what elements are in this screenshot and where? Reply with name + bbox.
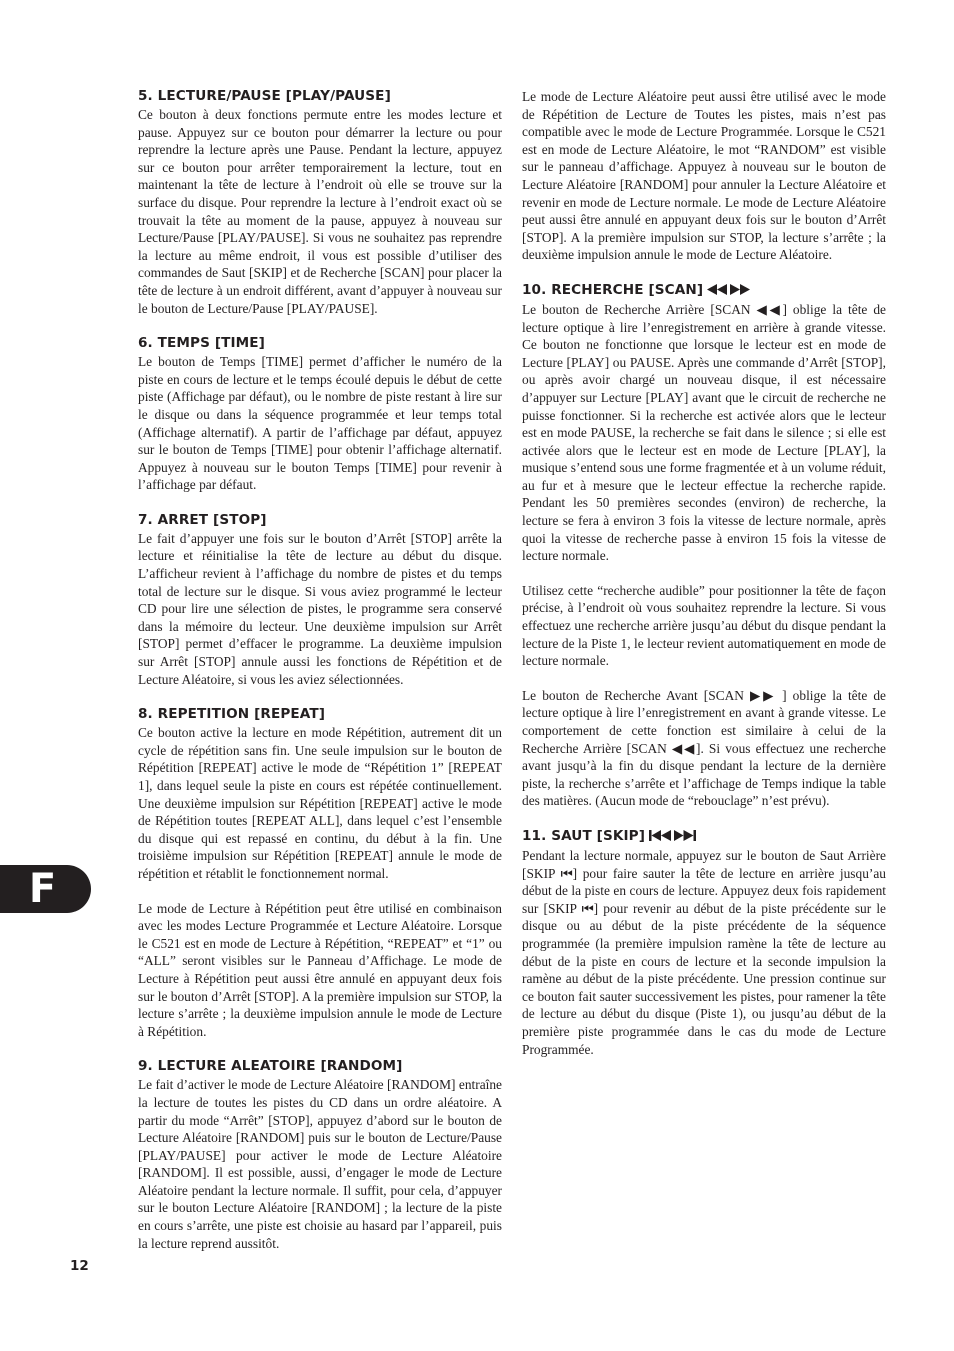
section-skip bbox=[522, 828, 886, 1058]
section-random-continued bbox=[522, 88, 886, 264]
left-column bbox=[138, 88, 502, 1270]
section-play-pause bbox=[138, 88, 502, 317]
skip-back-icon bbox=[649, 830, 671, 841]
paragraph: Pendant la lecture normale, appuyez sur le bouton de Saut Arrière [SKIP ⏮] pour faire sauter la tête de lecture en arrière jusqu’au début de la piste en cours de lecture. Appuyez deux fois rapidement sur [SKIP ⏮] pour revenir au début de la piste précédente sur le disque ou au début de la piste précédente de la séquence programmée (la première impulsion ramène la tête de lecture au début de la piste en cours de lecture et la seconde impulsion la ramène au début de la piste précédente. Une pression continue sur ce bouton fait sauter successivement les pistes, pour ramener la tête de lecture au début du disque (Piste 1), ou jusqu’au début de la première piste programmée dans le cas du mode de Lecture Programmée. bbox=[522, 847, 886, 1057]
language-tab-letter: F bbox=[28, 866, 57, 912]
heading-repeat: 8. REPETITION [REPEAT] bbox=[138, 706, 326, 723]
paragraph: Le bouton de Recherche Arrière [SCAN ◀◀] oblige la tête de lecture optique à lire l’enregistrement en arrière à grande vitesse. Ce bouton ne fonctionne que lorsque le lecteur est en mode de Lecture [PLAY] ou PAUSE. Après une commande d’Arrêt [STOP], ou après avoir chargé un nouveau disque, il est nécessaire d’appuyer sur Lecture [PLAY] avant que le circuit de recherche ne puisse fonctionner. Si la recherche est activée alors que le lecteur est en mode PAUSE, la recherche se fait dans le silence ; si elle est activée alors que le lecteur est en mode de Lecture [PLAY], la musique s’entend sous une forme fragmentée et à un volume réduit, au fur et à mesure que le lecteur effectue la recherche rapide. Pendant les 50 premières secondes (environ) de recherche, la lecture se fera à environ 3 fois la vitesse de lecture normale, après quoi la vitesse de recherche passe à environ 15 fois la vitesse de lecture normale. bbox=[522, 301, 886, 564]
section-scan bbox=[522, 282, 886, 810]
rewind-icon bbox=[707, 284, 727, 295]
section-stop bbox=[138, 512, 502, 688]
paragraph: Le mode de Lecture à Répétition peut être utilisé en combinaison avec les modes Lecture Programmée et Lecture Aléatoire. Lorsque le C521 est en mode de Lecture à Répétition, “REPEAT” et “1” ou “ALL” seront visibles sur le Panneau d’Affichage. Le mode de Lecture à Répétition peut aussi être annulé en appuyant deux fois sur le bouton d’Arrêt [STOP]. A la première impulsion sur STOP, la lecture s’arrête ; la deuxième impulsion annule le mode de Lecture à Répétition. bbox=[138, 900, 502, 1039]
heading-scan-text: 10. RECHERCHE [SCAN] bbox=[522, 281, 704, 298]
language-tab bbox=[0, 865, 91, 913]
heading-play-pause: 5. LECTURE/PAUSE [PLAY/PAUSE] bbox=[138, 88, 391, 104]
paragraph: Le bouton de Recherche Avant [SCAN ▶▶ ] oblige la tête de lecture optique à lire l’enregistrement en avant à grande vitesse. Le comportement de cette fonction est similaire à celui de la Recherche Arrière [SCAN ◀◀]. Si vous effectuez une recherche avant jusqu’à la fin du disque pendant la lecture de la dernière piste, la recherche s’arrête et l’affichage de Temps indique la table des matières. (Aucun mode de “rebouclage” n’est prévu). bbox=[522, 687, 886, 809]
heading-random: 9. LECTURE ALEATOIRE [RANDOM] bbox=[138, 1058, 403, 1075]
heading-stop: 7. ARRET [STOP] bbox=[138, 511, 267, 528]
paragraph: Le fait d’activer le mode de Lecture Aléatoire [RANDOM] entraîne la lecture de toutes les pistes du CD dans un ordre aléatoire. A partir du mode “Arrêt” [STOP], appuyez d’abord sur le bouton de Lecture Aléatoire [RANDOM] puis sur le bouton de Lecture/Pause [PLAY/PAUSE] pour activer le mode de Lecture Aléatoire [RANDOM]. Il est possible, aussi, d’engager le mode de Lecture Aléatoire pendant la lecture normale. Il suffit, pour cela, d’appuyer sur le bouton Lecture Aléatoire [RANDOM] ; la lecture de la piste en cours s’arrête, une piste est choisie au hasard par l’appareil, puis la lecture reprend aussitôt. bbox=[138, 1077, 502, 1251]
heading-time: 6. TEMPS [TIME] bbox=[138, 335, 265, 352]
skip-forward-icon bbox=[674, 830, 696, 841]
paragraph: Le mode de Lecture Aléatoire peut aussi être utilisé avec le mode de Répétition de Lecture de Toutes les pistes, mais n’est pas compatible avec le mode de Lecture Programmée. Lorsque le C521 est en mode de Lecture Aléatoire, le mot “RANDOM” est visible sur le panneau d’affichage. Appuyez à nouveau sur le bouton de Lecture Aléatoire [RANDOM] pour annuler la Lecture Aléatoire et revenir en mode de Lecture normale. Le mode de Lecture Aléatoire peut aussi être annulé en appuyant deux fois sur le bouton d’Arrêt [STOP]. A la première impulsion sur STOP, la lecture s’arrête ; la deuxième impulsion annule le mode de Lecture Aléatoire. bbox=[522, 89, 886, 263]
heading-skip bbox=[522, 828, 886, 846]
paragraph: Ce bouton active la lecture en mode Répétition, autrement dit un cycle de répétition sans fin. Une seule impulsion sur le bouton de Répétition [REPEAT] active le mode de “Répétition 1” [REPEAT 1], dans lequel seule la piste en cours est répétée continuellement. Une deuxième impulsion sur Répétition [REPEAT] active le mode de Répétition toutes [REPEAT ALL], dans lequel c’est l’ensemble du disque qui est repassé en continu, du début à la fin. Une troisième impulsion sur Répétition [REPEAT] annule le mode de répétition et rétablit le fonctionnement normal. bbox=[138, 725, 502, 881]
paragraph: Utilisez cette “recherche audible” pour positionner la tête de façon précise, à l’endroit où vous souhaitez reprendre la lecture. Si vous effectuez une recherche arrière jusqu’au début du disque pendant la lecture de la Piste 1, le lecteur revient automatiquement en mode de lecture normale. bbox=[522, 582, 886, 669]
fast-forward-icon bbox=[730, 284, 750, 295]
paragraph: Le fait d’appuyer une fois sur le bouton d’Arrêt [STOP] arrête la lecture et réinitialise la tête de lecture au début du disque. L’afficheur revient à l’affichage du nombre de pistes et du temps total de lecture sur le disque. Si vous aviez programmé le lecteur CD pour lire une sélection de pistes, le programme sera conservé dans la mémoire du lecteur. Une deuxième impulsion sur Arrêt [STOP] permet d’effacer le programme. La deuxième impulsion sur Arrêt [STOP] annule aussi les fonctions de Répétition et de Lecture Aléatoire, si vous les aviez sélectionnées. bbox=[138, 530, 502, 687]
section-repeat bbox=[138, 706, 502, 1040]
section-time bbox=[138, 335, 502, 494]
paragraph: Le bouton de Temps [TIME] permet d’afficher le numéro de la piste en cours de lecture et le temps écoulé depuis le début de cette piste (Affichage par défaut), ou le nombre de piste restant à lire sur le disque ou dans la séquence programmée et leur temps total (Affichage alternatif). A partir de l’affichage par défaut, appuyez sur le bouton de Temps [TIME] pour obtenir l’affichage alternatif. Appuyez à nouveau sur le bouton Temps [TIME] pour revenir à l’affichage par défaut. bbox=[138, 354, 502, 493]
page-number: 12 bbox=[70, 1258, 89, 1274]
right-column bbox=[522, 88, 886, 1076]
paragraph: Ce bouton à deux fonctions permute entre les modes lecture et pause. Appuyez sur ce bouton pour démarrer la lecture ou pour reprendre la lecture après une Pause. Pendant la lecture, appuyez sur ce bouton pour arrêter temporairement la lecture, tout en maintenant la tête de lecture à l’endroit où elle se trouve sur la surface du disque. Pour reprendre la lecture à l’endroit exact où se trouvait la tête au moment de la pause, appuyez à nouveau sur Lecture/Pause [PLAY/PAUSE]. Si vous ne souhaitez pas reprendre la lecture au même endroit, il vous est possible d’utiliser des commandes de Saut [SKIP] et de Recherche [SCAN] pour placer la tête de lecture à un endroit différent, avant d’appuyer à nouveau sur le bouton de Lecture/Pause [PLAY/PAUSE]. bbox=[138, 107, 502, 316]
section-random bbox=[138, 1058, 502, 1252]
heading-scan bbox=[522, 282, 886, 300]
heading-skip-text: 11. SAUT [SKIP] bbox=[522, 827, 646, 844]
